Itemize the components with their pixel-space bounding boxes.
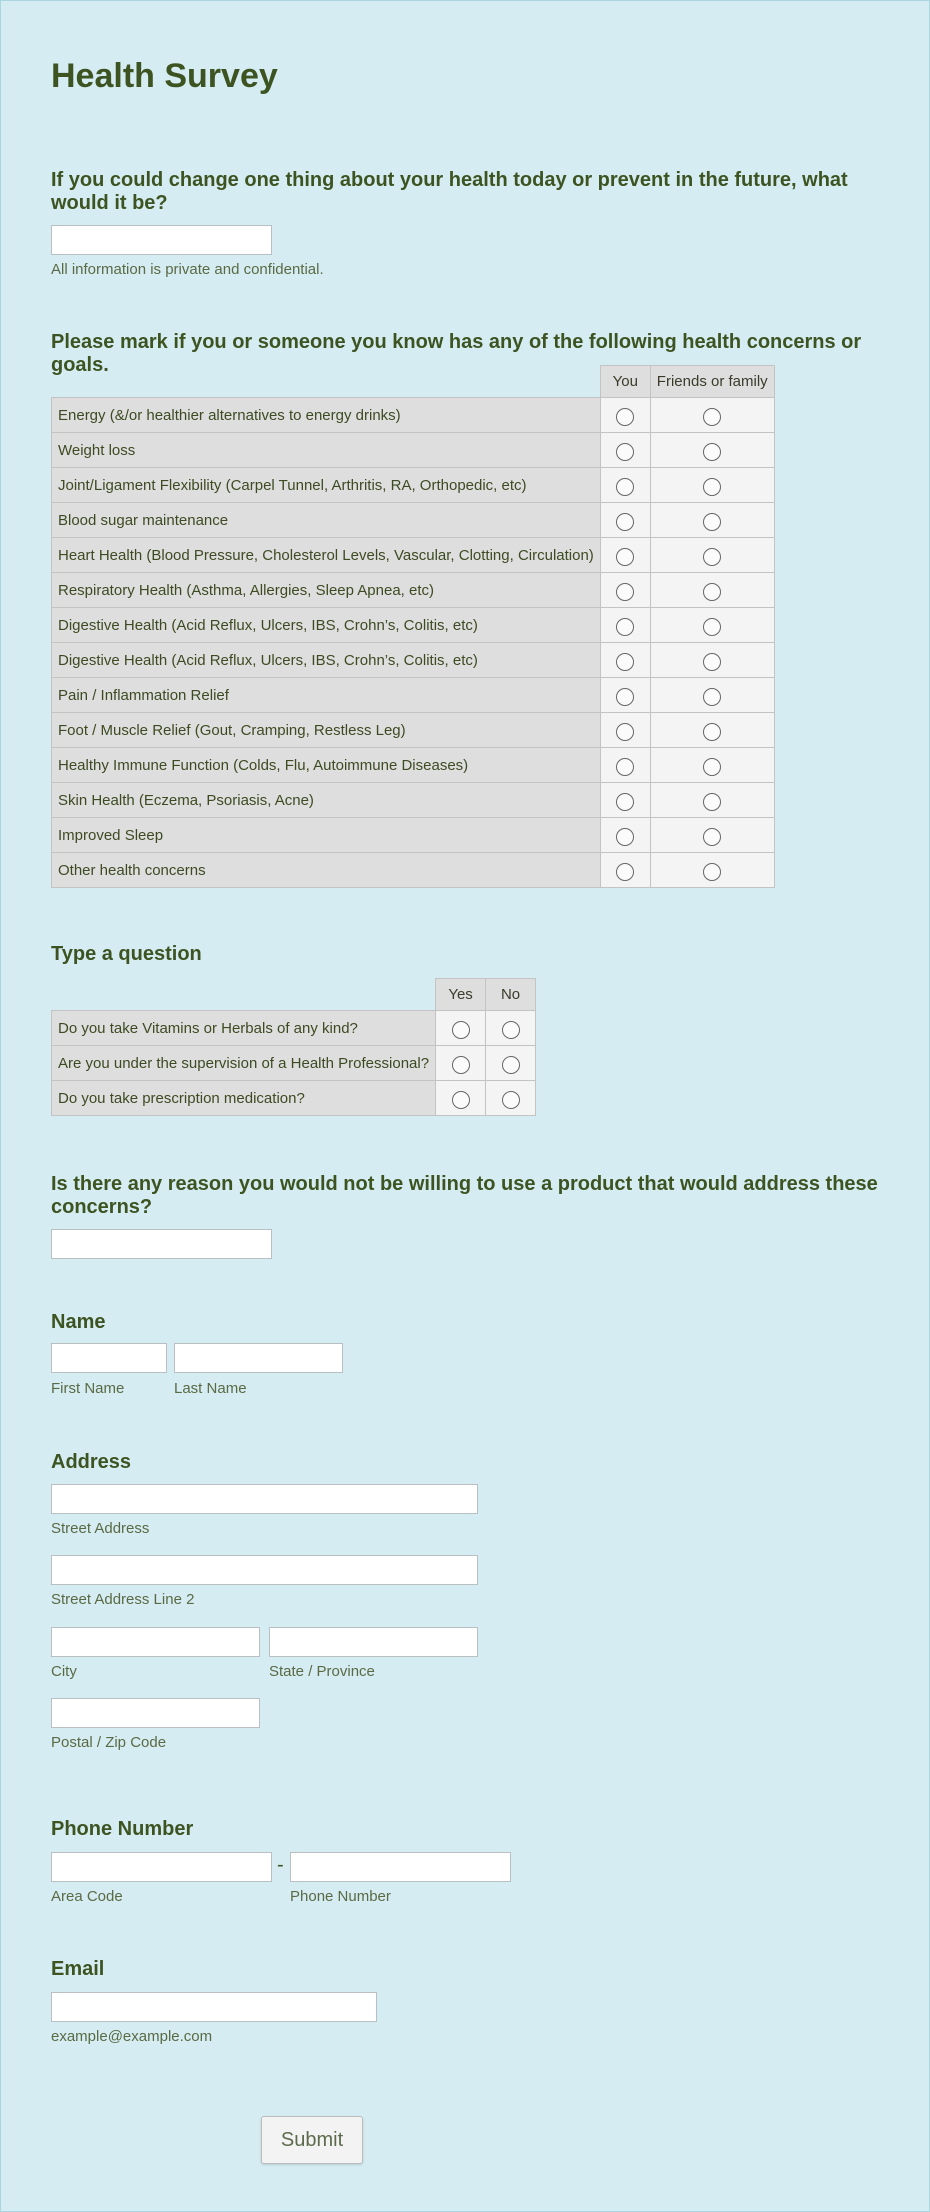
phone-number-sublabel: Phone Number [290, 1888, 391, 1905]
state-province-sublabel: State / Province [269, 1663, 375, 1680]
table-row [52, 1046, 536, 1081]
radio-button-friends-family[interactable] [703, 478, 721, 496]
health-concern-row-label: Foot / Muscle Relief (Gout, Cramping, Restless Leg) [52, 713, 601, 748]
radio-button-you[interactable] [616, 408, 634, 426]
health-concern-cell-you [600, 608, 650, 643]
table-row [52, 398, 775, 433]
yes-no-matrix [51, 978, 536, 1116]
health-concern-cell-friends-family [650, 818, 774, 853]
health-concerns-label: Please mark if you or someone you know has any of the following health concerns or goals. [51, 331, 862, 376]
radio-button-friends-family[interactable] [703, 443, 721, 461]
name-label: Name [51, 1311, 106, 1333]
street-address-input[interactable] [51, 1484, 478, 1514]
postal-code-input[interactable] [51, 1698, 260, 1728]
table-row [52, 538, 775, 573]
health-concern-cell-friends-family [650, 608, 774, 643]
table-row [52, 433, 775, 468]
radio-button-friends-family[interactable] [703, 863, 721, 881]
area-code-sublabel: Area Code [51, 1888, 123, 1905]
address-label: Address [51, 1451, 132, 1473]
health-concern-cell-you [600, 503, 650, 538]
table-row [52, 1081, 536, 1116]
yes-no-question-cell-no [486, 1046, 536, 1081]
health-concern-cell-you [600, 853, 650, 888]
health-concern-cell-friends-family [650, 748, 774, 783]
health-concern-cell-you [600, 678, 650, 713]
first-name-sublabel: First Name [51, 1380, 125, 1397]
email-label: Email [51, 1958, 105, 1980]
health-concern-cell-friends-family [650, 433, 774, 468]
yes-no-question-cell-yes [436, 1081, 486, 1116]
state-province-input[interactable] [269, 1627, 478, 1657]
radio-button-you[interactable] [616, 443, 634, 461]
last-name-input[interactable] [174, 1343, 343, 1373]
column-header-friends-family: Friends or family [650, 366, 774, 398]
radio-button-yes[interactable] [452, 1056, 470, 1074]
radio-button-you[interactable] [616, 618, 634, 636]
table-row [52, 678, 775, 713]
privacy-note: All information is private and confidential. [51, 261, 324, 278]
health-concern-row-label: Healthy Immune Function (Colds, Flu, Autoimmune Diseases) [52, 748, 601, 783]
submit-button[interactable]: Submit [261, 2116, 363, 2164]
unwilling-reason-label: Is there any reason you would not be willing to use a product that would address these concerns? [51, 1173, 878, 1218]
table-row [52, 818, 775, 853]
table-row [52, 853, 775, 888]
health-concern-cell-friends-family [650, 713, 774, 748]
yes-no-question-cell-no [486, 1081, 536, 1116]
radio-button-friends-family[interactable] [703, 513, 721, 531]
health-concern-row-label: Respiratory Health (Asthma, Allergies, Sleep Apnea, etc) [52, 573, 601, 608]
street-address-line2-input[interactable] [51, 1555, 478, 1585]
health-concern-row-label: Other health concerns [52, 853, 601, 888]
health-concern-cell-you [600, 783, 650, 818]
radio-button-you[interactable] [616, 653, 634, 671]
column-header-no: No [486, 979, 536, 1011]
health-concern-cell-friends-family [650, 678, 774, 713]
health-concern-row-label: Weight loss [52, 433, 601, 468]
radio-button-friends-family[interactable] [703, 408, 721, 426]
radio-button-friends-family[interactable] [703, 828, 721, 846]
table-row [52, 643, 775, 678]
email-sublabel: example@example.com [51, 2028, 213, 2045]
radio-button-friends-family[interactable] [703, 758, 721, 776]
health-concern-cell-friends-family [650, 538, 774, 573]
column-header-yes: Yes [436, 979, 486, 1011]
health-concern-row-label: Blood sugar maintenance [52, 503, 601, 538]
radio-button-no[interactable] [502, 1021, 520, 1039]
radio-button-friends-family[interactable] [703, 583, 721, 601]
yes-no-question-row-label: Do you take prescription medication? [52, 1081, 436, 1116]
yes-no-question-row-label: Do you take Vitamins or Herbals of any kind? [52, 1011, 436, 1046]
change-health-input[interactable] [51, 225, 272, 255]
radio-button-you[interactable] [616, 793, 634, 811]
postal-code-sublabel: Postal / Zip Code [51, 1734, 167, 1751]
phone-number-input[interactable] [290, 1852, 511, 1882]
area-code-input[interactable] [51, 1852, 272, 1882]
health-concern-cell-you [600, 468, 650, 503]
radio-button-you[interactable] [616, 478, 634, 496]
radio-button-no[interactable] [502, 1056, 520, 1074]
table-row [52, 573, 775, 608]
table-row [52, 468, 775, 503]
radio-button-friends-family[interactable] [703, 793, 721, 811]
radio-button-friends-family[interactable] [703, 723, 721, 741]
unwilling-reason-input[interactable] [51, 1229, 272, 1259]
phone-number-label: Phone Number [51, 1818, 194, 1840]
radio-button-friends-family[interactable] [703, 688, 721, 706]
table-row [52, 748, 775, 783]
first-name-input[interactable] [51, 1343, 167, 1373]
city-input[interactable] [51, 1627, 260, 1657]
radio-button-yes[interactable] [452, 1021, 470, 1039]
yes-no-question-cell-yes [436, 1011, 486, 1046]
radio-button-you[interactable] [616, 863, 634, 881]
health-concern-row-label: Pain / Inflammation Relief [52, 678, 601, 713]
health-concern-cell-you [600, 643, 650, 678]
health-concern-cell-you [600, 748, 650, 783]
radio-button-you[interactable] [616, 583, 634, 601]
city-sublabel: City [51, 1663, 77, 1680]
form-title: Health Survey [51, 57, 278, 95]
health-concern-row-label: Heart Health (Blood Pressure, Cholesterol Levels, Vascular, Clotting, Circulation) [52, 538, 601, 573]
radio-button-you[interactable] [616, 758, 634, 776]
matrix-corner [52, 979, 436, 1011]
health-concern-cell-friends-family [650, 468, 774, 503]
health-concern-cell-friends-family [650, 503, 774, 538]
street-address-sublabel: Street Address [51, 1520, 150, 1537]
health-concern-row-label: Energy (&/or healthier alternatives to energy drinks) [52, 398, 601, 433]
health-concern-cell-you [600, 818, 650, 853]
radio-button-you[interactable] [616, 513, 634, 531]
table-row [52, 608, 775, 643]
table-row [52, 503, 775, 538]
radio-button-yes[interactable] [452, 1091, 470, 1109]
yes-no-question-cell-no [486, 1011, 536, 1046]
health-concern-cell-you [600, 573, 650, 608]
health-concern-cell-you [600, 433, 650, 468]
health-concerns-matrix [51, 365, 775, 888]
health-concern-cell-you [600, 713, 650, 748]
health-concern-cell-friends-family [650, 643, 774, 678]
yes-no-question-row-label: Are you under the supervision of a Health Professional? [52, 1046, 436, 1081]
matrix-corner [52, 366, 601, 398]
health-concern-row-label: Digestive Health (Acid Reflux, Ulcers, IBS, Crohn’s, Colitis, etc) [52, 608, 601, 643]
radio-button-friends-family[interactable] [703, 618, 721, 636]
question-change-health-label: If you could change one thing about your health today or prevent in the future, what would it be? [51, 169, 848, 214]
health-concern-row-label: Improved Sleep [52, 818, 601, 853]
street-address-line2-sublabel: Street Address Line 2 [51, 1591, 195, 1608]
radio-button-you[interactable] [616, 688, 634, 706]
health-concern-cell-friends-family [650, 783, 774, 818]
email-input[interactable] [51, 1992, 377, 2022]
health-concern-cell-you [600, 398, 650, 433]
radio-button-you[interactable] [616, 548, 634, 566]
health-concern-row-label: Joint/Ligament Flexibility (Carpel Tunnel, Arthritis, RA, Orthopedic, etc) [52, 468, 601, 503]
radio-button-friends-family[interactable] [703, 548, 721, 566]
type-a-question-label: Type a question [51, 943, 202, 965]
column-header-you: You [600, 366, 650, 398]
health-concern-cell-friends-family [650, 853, 774, 888]
radio-button-no[interactable] [502, 1091, 520, 1109]
table-row [52, 713, 775, 748]
radio-button-you[interactable] [616, 723, 634, 741]
health-concern-row-label: Skin Health (Eczema, Psoriasis, Acne) [52, 783, 601, 818]
health-concern-cell-friends-family [650, 573, 774, 608]
table-row [52, 783, 775, 818]
health-concern-row-label: Digestive Health (Acid Reflux, Ulcers, IBS, Crohn’s, Colitis, etc) [52, 643, 601, 678]
phone-separator: - [277, 1854, 284, 1876]
yes-no-question-cell-yes [436, 1046, 486, 1081]
radio-button-friends-family[interactable] [703, 653, 721, 671]
radio-button-you[interactable] [616, 828, 634, 846]
health-concern-cell-friends-family [650, 398, 774, 433]
last-name-sublabel: Last Name [174, 1380, 247, 1397]
health-concern-cell-you [600, 538, 650, 573]
table-row [52, 1011, 536, 1046]
